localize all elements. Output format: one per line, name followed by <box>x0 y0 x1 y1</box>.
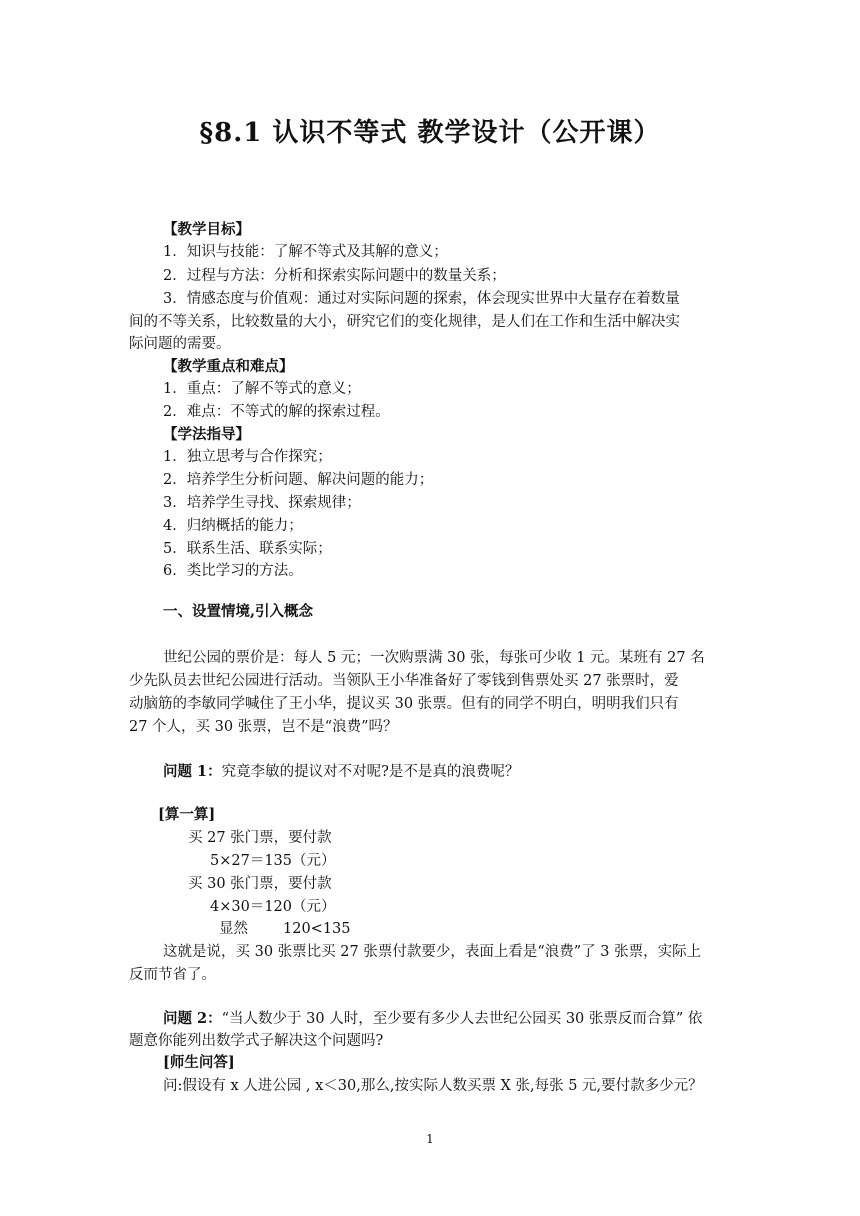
calc-line-3: 买 30 张门票，要付款 <box>188 876 332 892</box>
calc-obviously-label: 显然 <box>219 921 248 937</box>
goals-item-2: 2．过程与方法：分析和探索实际问题中的数量关系； <box>163 268 506 284</box>
calc-heading: [算一算] <box>158 806 216 823</box>
method-item: 2．培养学生分析问题、解决问题的能力； <box>163 472 434 488</box>
method-item: 6．类比学习的方法。 <box>163 563 303 579</box>
calc-line-4: 4×30＝120（元） <box>210 899 336 915</box>
keypoints-heading: 【教学重点和难点】 <box>163 358 294 375</box>
question-2-text-line-1: “当人数少于 30 人时，至少要有多少人去世纪公园买 30 张票反而合算” 依 <box>221 1011 703 1027</box>
question-2-label: 问题 2： <box>163 1010 222 1027</box>
goals-item-3-line-1: 3．情感态度与价值观：通过对实际问题的探索，体会现实世界中大量存在着数量 <box>163 291 680 307</box>
method-heading: 【学法指导】 <box>163 426 250 443</box>
section-1-paragraph-line-1: 世纪公园的票价是：每人 5 元；一次购票满 30 张，每张可少收 1 元。某班有 27 名 <box>163 650 705 666</box>
goals-heading: 【教学目标】 <box>163 221 250 238</box>
question-2 <box>163 1009 702 1029</box>
question-1-label: 问题 1： <box>163 763 222 780</box>
page-number: 1 <box>426 1132 434 1146</box>
method-item: 1．独立思考与合作探究； <box>163 449 332 465</box>
calc-comparison: 120<135 <box>283 921 351 937</box>
question-2-text-line-2: 题意你能列出数学式子解决这个问题吗? <box>129 1033 384 1049</box>
qa-line-1: 问:假设有 x 人进公园 , x＜30,那么,按实际人数买票 X 张,每张 5 元,要付款多少元？ <box>163 1078 703 1094</box>
goals-item-3-line-3: 际问题的需要。 <box>129 336 231 352</box>
keypoints-item-1: 1．重点：了解不等式的意义； <box>163 381 361 397</box>
qa-heading: [师生问答] <box>163 1054 235 1071</box>
method-item: 4．归纳概括的能力； <box>163 518 303 534</box>
document-title: §8.1 认识不等式 教学设计（公开课） <box>199 118 661 148</box>
section-1-paragraph-line-3: 动脑筋的李敏同学喊住了王小华，提议买 30 张票。但有的同学不明白，明明我们只有 <box>129 696 679 712</box>
question-1 <box>163 762 519 782</box>
calc-conclusion-line-1: 这就是说，买 30 张票比买 27 张票付款要少，表面上看是“浪费”了 3 张票，实际上 <box>163 944 702 960</box>
keypoints-item-2: 2．难点：不等式的解的探索过程。 <box>163 404 390 420</box>
section-1-heading: 一、设置情境,引入概念 <box>163 603 314 620</box>
section-1-paragraph-line-2: 少先队员去世纪公园进行活动。当领队王小华准备好了零钱到售票处买 27 张票时，爱 <box>129 673 679 689</box>
calc-line-1: 买 27 张门票，要付款 <box>188 830 332 846</box>
calc-line-2: 5×27＝135（元） <box>210 853 336 869</box>
method-item: 3．培养学生寻找、探索规律； <box>163 495 361 511</box>
goals-item-1: 1．知识与技能：了解不等式及其解的意义； <box>163 244 448 260</box>
goals-item-3-line-2: 间的不等关系，比较数量的大小，研究它们的变化规律，是人们在工作和生活中解决实 <box>129 314 680 330</box>
method-item: 5．联系生活、联系实际； <box>163 541 332 557</box>
calc-conclusion-line-2: 反而节省了。 <box>129 967 216 983</box>
section-1-paragraph-line-4: 27 个人，买 30 张票，岂不是“浪费”吗？ <box>129 719 398 735</box>
question-1-text: 究竟李敏的提议对不对呢?是不是真的浪费呢？ <box>221 764 520 780</box>
